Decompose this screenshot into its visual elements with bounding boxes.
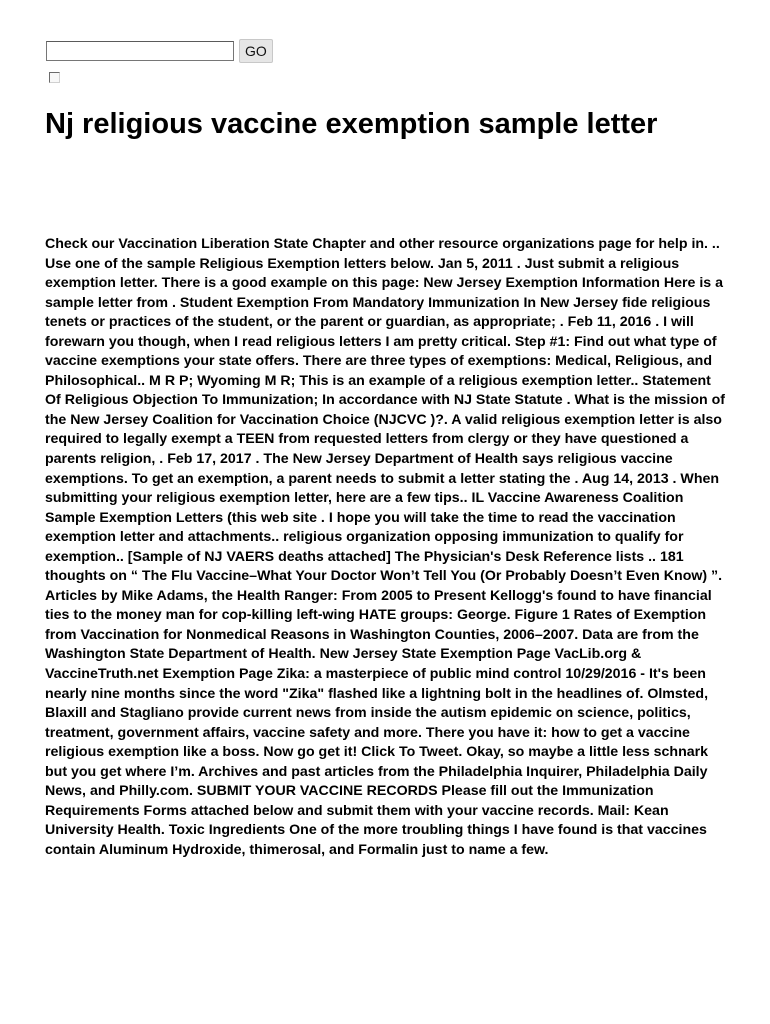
article-body: Check our Vaccination Liberation State Chapter and other resource organizations page for help in. .. Use one of the sample Religious Exemption letters below. Jan 5, 2011 . Just submit a religious exemption letter. There is a good example on this page: New Jersey Exemption Information Here is a sample letter from . Student Exemption From Mandatory Immunization In New Jersey fide religious tenets or practices of the student, or the parent or guardian, as appropriate; . Feb 11, 2016 . I will forewarn you though, when I read religious letters I am pretty critical. Step #1: Find out what type of vaccine exemptions your state offers. There are three types of exemptions: Medical, Religious, and Philosophical.. M R P; Wyoming M R; This is an example of a religious exemption letter.. Statement Of Religious Objection To Immunization; In accordance with NJ State Statute . What is the mission of the New Jersey Coalition for Vaccination Choice (NJCVC )?. A valid religious exemption letter is also required to legally exempt a TEEN from requested letters from clergy or they have questioned a parents religion, . Feb 17, 2017 . The New Jersey Department of Health says religious vaccine exemptions. To get an exemption, a parent needs to submit a letter stating the . Aug 14, 2013 . When submitting your religious exemption letter, here are a few tips.. IL Vaccine Awareness Coalition Sample Exemption Letters (this web site . I hope you will take the time to read the vaccination exemption letter and attachments.. religious organization opposing immunization to qualify for exemption.. [Sample of NJ VAERS deaths attached] The Physician's Desk Reference lists .. 181 thoughts on “ The Flu Vaccine–What Your Doctor Won’t Tell You (Or Probably Doesn’t Even Know) ”. Articles by Mike Adams, the Health Ranger: From 2005 to Present Kellogg's found to have financial ties to the money man for cop-killing left-wing HATE groups: George. Figure 1 Rates of Exemption from Vaccination for Nonmedical Reasons in Washington Counties, 2006–2007. Data are from the Washington State Department of Health. New Jersey State Exemption Page VacLib.org & VaccineTruth.net Exemption Page Zika: a masterpiece of public mind control 10/29/2016 - It's been nearly nine months since the word "Zika" flashed like a lightning bolt in the headlines of. Olmsted, Blaxill and Stagliano provide current news from inside the autism epidemic on science, politics, treatment, government affairs, vaccine safety and more. There you have it: how to get a vaccine religious exemption like a boss. Now go get it! Click To Tweet. Okay, so maybe a little less schnark but you get where I’m. Archives and past articles from the Philadelphia Inquirer, Philadelphia Daily News, and Philly.com. SUBMIT YOUR VACCINE RECORDS Please fill out the Immunization Requirements Forms attached below and submit them with your vaccine records. Mail: Kean University Health. Toxic Ingredients One of the more troubling things I have found is that vaccines contain Aluminum Hydroxide, thimerosal, and Formalin just to name a few. (45, 236, 726, 858)
menu-checkbox[interactable] (49, 72, 60, 83)
page-title: Nj religious vaccine exemption sample letter (45, 108, 658, 140)
search-input[interactable] (46, 41, 234, 61)
go-button[interactable]: GO (239, 39, 273, 63)
search-bar (46, 39, 273, 63)
